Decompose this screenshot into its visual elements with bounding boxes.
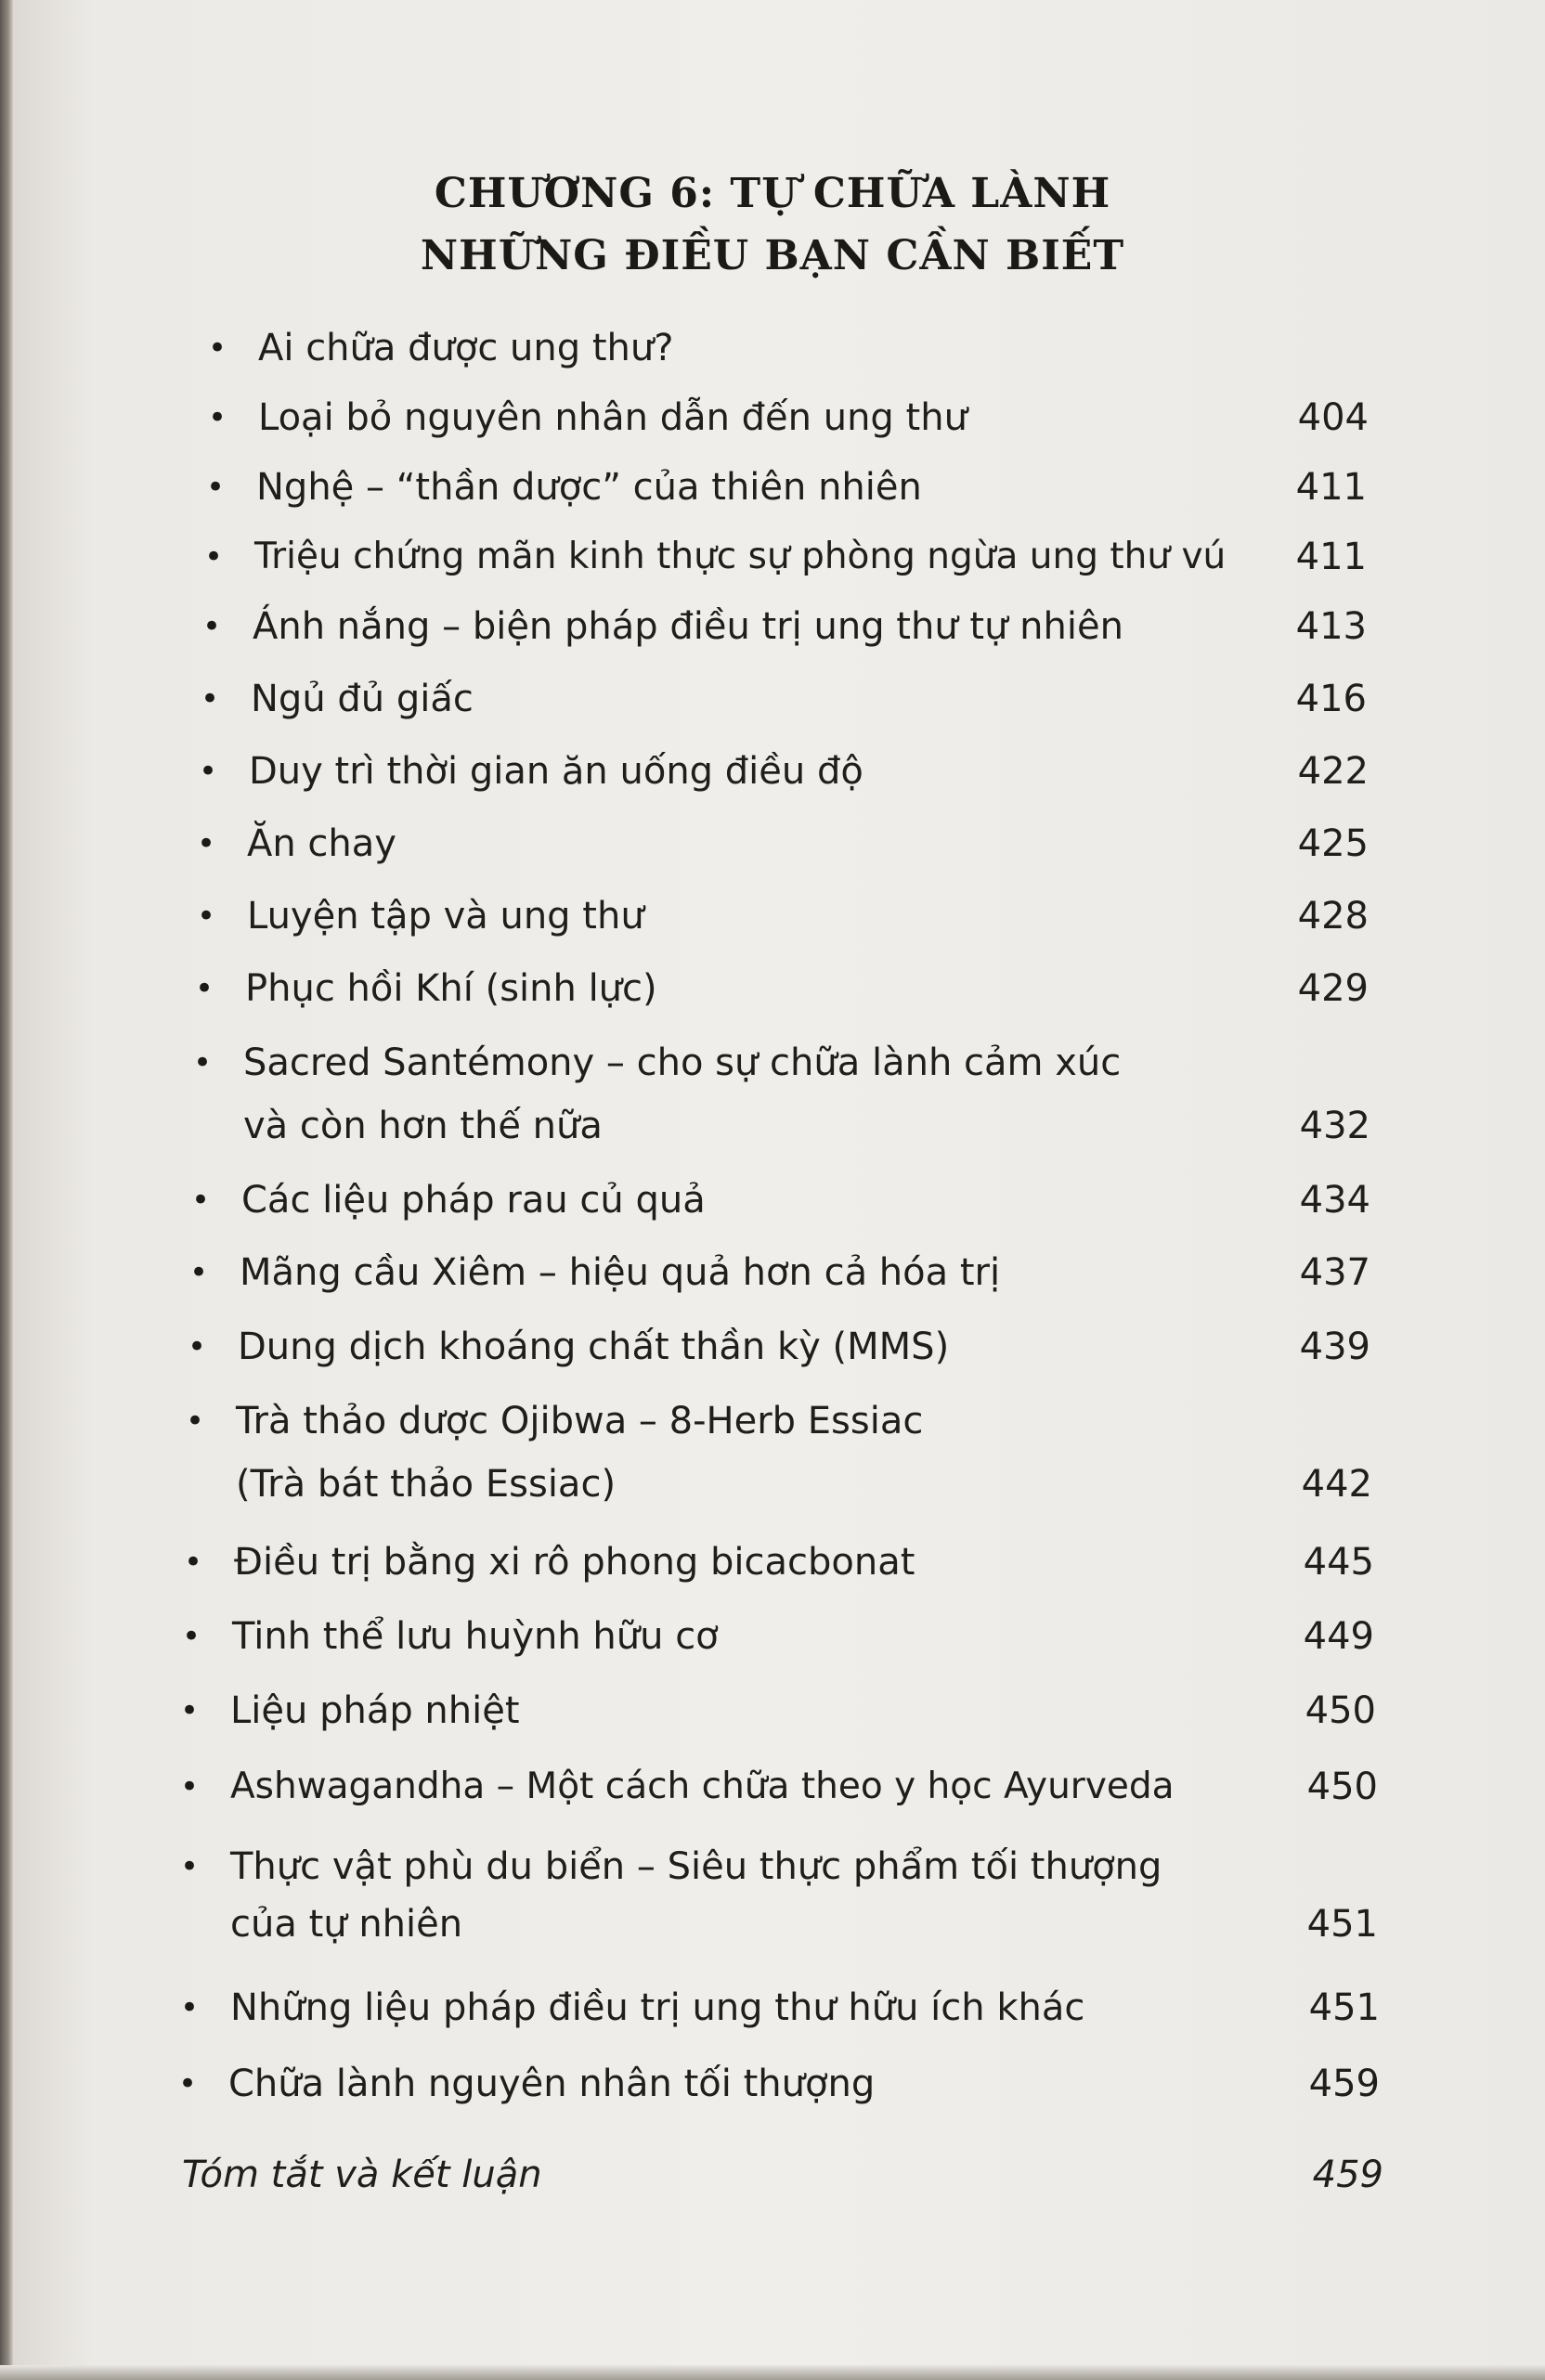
toc-label: Ánh nắng – biện pháp điều trị ung thư tự nhiên — [253, 605, 1123, 648]
toc-label: Trà thảo dược Ojibwa – 8-Herb Essiac — [236, 1400, 924, 1442]
toc-label-continuation: của tự nhiên — [230, 1903, 463, 1946]
toc-label: Ngủ đủ giấc — [251, 678, 474, 720]
toc-page: 439 — [1299, 1326, 1370, 1368]
toc-label: Luyện tập và ung thư — [247, 895, 644, 938]
toc-page: 422 — [1297, 750, 1369, 793]
bullet-icon: • — [191, 1182, 211, 1219]
toc-page: 411 — [1295, 466, 1367, 509]
bullet-icon: • — [186, 1403, 205, 1440]
toc-page: 451 — [1308, 1986, 1380, 2029]
bullet-icon: • — [201, 680, 220, 718]
bullet-icon: • — [208, 330, 227, 367]
bullet-icon: • — [180, 1989, 200, 2026]
bullet-icon: • — [208, 399, 227, 436]
bullet-icon: • — [180, 1768, 200, 1805]
toc-label: Những liệu pháp điều trị ung thư hữu ích khác — [230, 1986, 1085, 2029]
bullet-icon: • — [197, 898, 216, 935]
toc-label: Liệu pháp nhiệt — [230, 1689, 520, 1732]
toc-label-continuation: và còn hơn thế nữa — [243, 1105, 603, 1147]
bullet-icon: • — [197, 825, 216, 862]
chapter-title-line1: CHƯƠNG 6: TỰ CHỮA LÀNH — [434, 170, 1111, 217]
toc-label: Ashwagandha – Một cách chữa theo y học Ayurveda — [230, 1766, 1175, 1807]
bullet-icon: • — [180, 1692, 200, 1729]
bullet-icon: • — [202, 608, 222, 645]
toc-page: 437 — [1299, 1251, 1370, 1294]
toc-page: 404 — [1297, 396, 1369, 439]
bullet-icon: • — [189, 1254, 209, 1291]
page-bottom-edge — [0, 2365, 1545, 2380]
toc-label: Phục hồi Khí (sinh lực) — [245, 967, 657, 1010]
toc-label: Dung dịch khoáng chất thần kỳ (MMS) — [238, 1326, 950, 1368]
toc-page: 445 — [1303, 1541, 1374, 1584]
toc-page: 459 — [1308, 2063, 1380, 2105]
toc-page: 416 — [1295, 678, 1367, 720]
toc-page: 450 — [1306, 1766, 1378, 1808]
bullet-icon: • — [188, 1328, 207, 1365]
toc-label: Mãng cầu Xiêm – hiệu quả hơn cả hóa trị — [240, 1251, 1001, 1294]
summary-label: Tóm tắt và kết luận — [182, 2154, 542, 2196]
bullet-icon: • — [184, 1544, 203, 1581]
bullet-icon: • — [206, 469, 226, 506]
toc-page: 451 — [1306, 1903, 1378, 1946]
toc-page: 411 — [1295, 536, 1367, 578]
toc-page: 428 — [1297, 895, 1369, 938]
summary-page: 459 — [1312, 2154, 1383, 2196]
toc-page: 442 — [1301, 1463, 1372, 1506]
toc-label: Ai chữa được ung thư? — [258, 327, 674, 369]
toc-label: Điều trị bằng xi rô phong bicacbonat — [234, 1541, 915, 1584]
toc-label: Tinh thể lưu huỳnh hữu cơ — [232, 1615, 719, 1658]
bullet-icon: • — [178, 2065, 198, 2102]
toc-label-continuation: (Trà bát thảo Essiac) — [236, 1463, 617, 1506]
bullet-icon: • — [204, 538, 224, 576]
toc-label: Thực vật phù du biển – Siêu thực phẩm tối thượng — [230, 1845, 1162, 1888]
chapter-title-line2: NHỮNG ĐIỀU BẠN CẦN BIẾT — [420, 232, 1125, 279]
toc-page: 450 — [1305, 1689, 1376, 1732]
toc-label: Duy trì thời gian ăn uống điều độ — [249, 750, 863, 793]
toc-label: Chữa lành nguyên nhân tối thượng — [228, 2063, 876, 2105]
toc-page: 434 — [1299, 1179, 1370, 1222]
toc-page: 449 — [1303, 1615, 1374, 1658]
toc-label: Sacred Santémony – cho sự chữa lành cảm xúc — [243, 1041, 1122, 1084]
toc-page: 432 — [1299, 1105, 1370, 1147]
toc-page: 429 — [1297, 967, 1369, 1010]
bullet-icon: • — [180, 1848, 200, 1885]
toc-label: Ăn chay — [247, 822, 396, 865]
toc-label: Nghệ – “thần dược” của thiên nhiên — [256, 466, 922, 509]
toc-page: 413 — [1295, 605, 1367, 648]
book-spine — [0, 0, 13, 2380]
bullet-icon: • — [182, 1618, 201, 1655]
bullet-icon: • — [193, 1044, 213, 1081]
toc-page: 425 — [1297, 822, 1369, 865]
toc-label: Loại bỏ nguyên nhân dẫn đến ung thư — [258, 396, 967, 439]
bullet-icon: • — [195, 970, 214, 1007]
bullet-icon: • — [199, 753, 218, 790]
toc-label: Triệu chứng mãn kinh thực sự phòng ngừa ung thư vú — [254, 536, 1227, 577]
toc-label: Các liệu pháp rau củ quả — [241, 1179, 706, 1222]
